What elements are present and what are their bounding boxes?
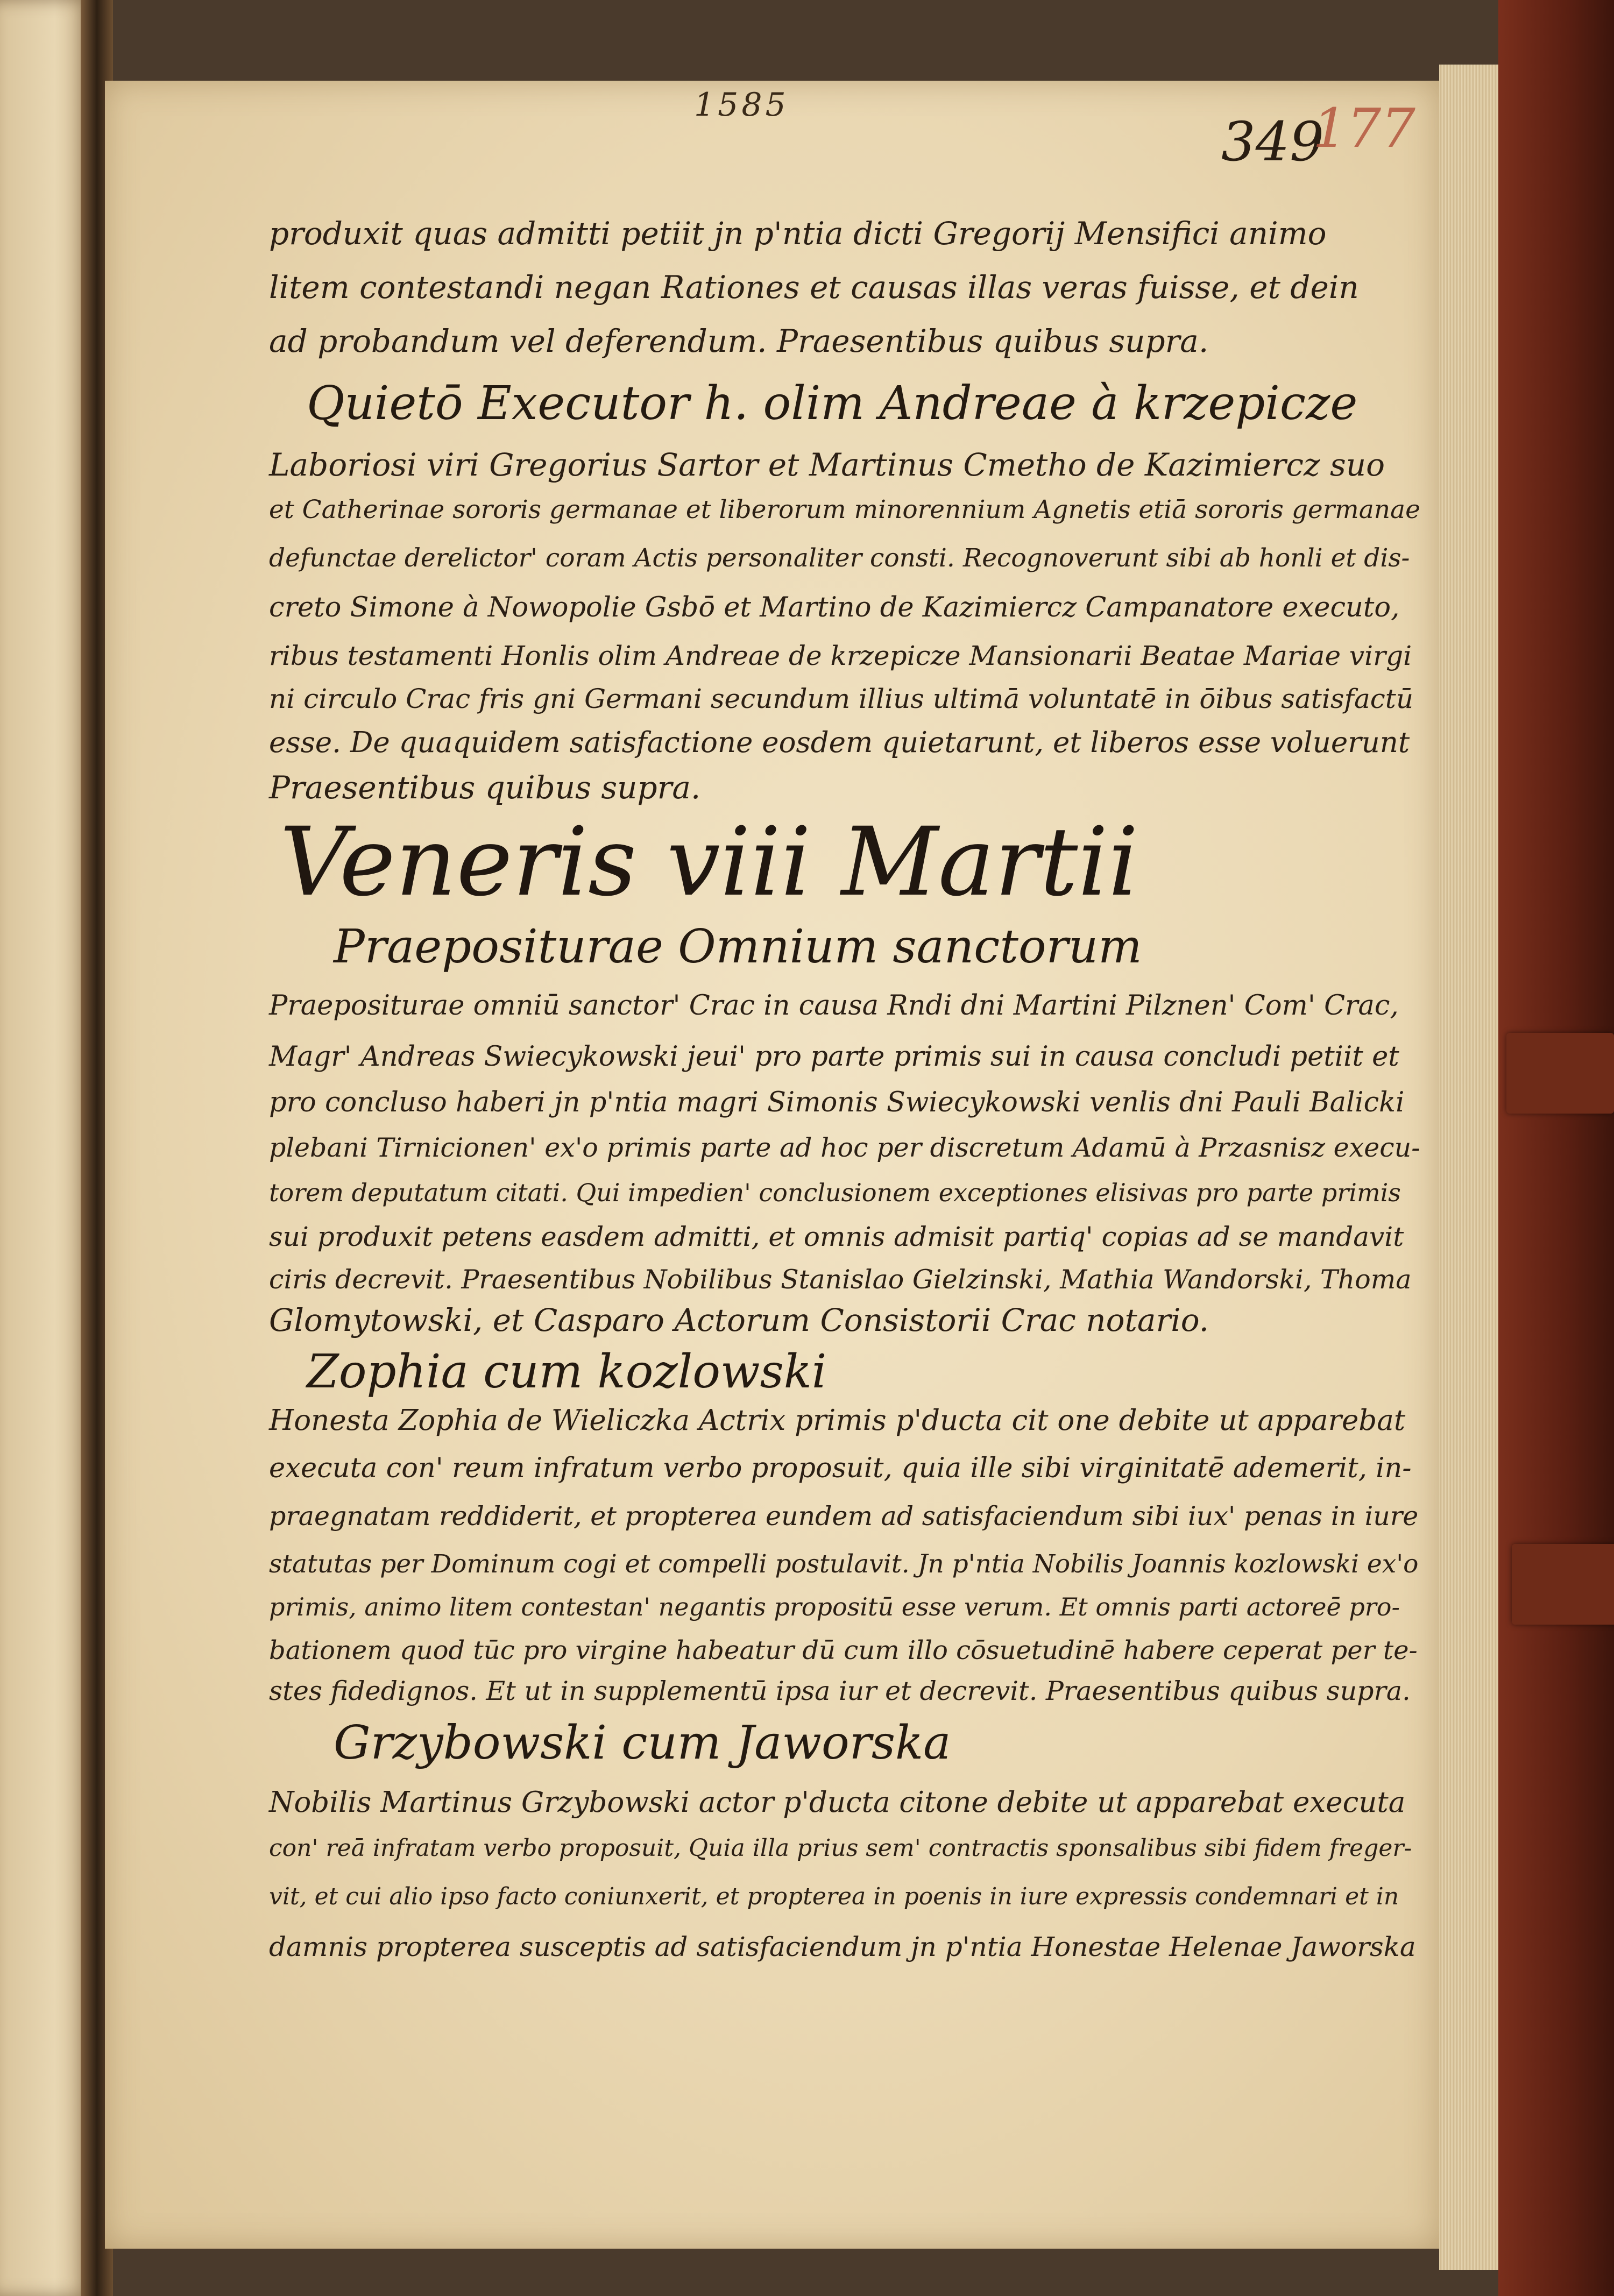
text-line: Magr' Andreas Swiecykowski jeui' pro parte primis sui in causa concludi petiit et [269, 1041, 1399, 1073]
section-heading: Zophia cum kozlowski [307, 1345, 827, 1399]
margin-note [0, 0, 1614, 9]
book-cover [1498, 0, 1614, 2296]
text-line: Glomytowski, et Casparo Actorum Consistorii Crac notario. [269, 1302, 1209, 1338]
text-line: Laboriosi viri Gregorius Sartor et Martinus Cmetho de Kazimiercz suo [269, 447, 1385, 483]
section-heading: Praepositurae Omnium sanctorum [334, 920, 1142, 974]
text-line: defunctae derelictor' coram Actis personaliter consti. Recognoverunt sibi ab honli et dis- [269, 543, 1410, 573]
text-line: ni circulo Crac fris gni Germani secundum illius ultimā voluntatē in ōibus satisfactū [269, 683, 1414, 714]
text-line: ad probandum vel deferendum. Praesentibus quibus supra. [269, 323, 1209, 359]
text-line: vit, et cui alio ipso facto coniunxerit, et propterea in poenis in iure expressis condemnari et in [269, 1883, 1399, 1910]
text-line: plebani Tirnicionen' ex'o primis parte ad hoc per discretum Adamū à Przasnisz execu- [269, 1132, 1420, 1163]
margin-note [0, 43, 1614, 52]
margin-note [0, 52, 1614, 60]
text-line: stes fidedignos. Et ut in supplementū ipsa iur et decrevit. Praesentibus quibus supra. [269, 1676, 1411, 1706]
text-line: Nobilis Martinus Grzybowski actor p'ducta citone debite ut apparebat executa [269, 1786, 1406, 1819]
section-heading: Grzybowski cum Jaworska [334, 1716, 951, 1770]
text-line: esse. De quaquidem satisfactione eosdem quietarunt, et liberos esse voluerunt [269, 726, 1410, 759]
margin-note [0, 9, 1614, 17]
margin-note [0, 26, 1614, 34]
margin-note [0, 34, 1614, 43]
text-line: litem contestandi negan Rationes et causas illas veras fuisse, et dein [269, 269, 1359, 306]
text-line: statutas per Dominum cogi et compelli postulavit. Jn p'ntia Nobilis Joannis kozlowski ex'o [269, 1549, 1419, 1579]
section-heading: Quietō Executor h. olim Andreae à krzepicze [307, 377, 1358, 430]
ribbon-tab-upper [1506, 1033, 1614, 1114]
facing-page-edge [0, 0, 91, 2296]
text-line: torem deputatum citati. Qui impedien' conclusionem exceptiones elisivas pro parte primis [269, 1178, 1401, 1207]
old-folio-number: 177 [1313, 97, 1415, 160]
text-line: Praesentibus quibus supra. [269, 769, 701, 806]
text-line: pro concluso haberi jn p'ntia magri Simonis Swiecykowski venlis dni Pauli Balicki [269, 1087, 1405, 1118]
margin-note [0, 60, 1614, 69]
margin-note [0, 69, 1614, 77]
folio-number: 349 [1221, 110, 1324, 173]
margin-note [0, 17, 1614, 26]
text-line: praegnatam reddiderit, et propterea eundem ad satisfaciendum sibi iux' penas in iure [269, 1501, 1419, 1532]
ribbon-tab-lower [1512, 1544, 1614, 1625]
page-block-edges [1439, 65, 1498, 2270]
text-line: executa con' reum infratum verbo proposuit, quia ille sibi virginitatē ademerit, in- [269, 1452, 1412, 1484]
text-line: bationem quod tūc pro virgine habeatur dū cum illo cōsuetudinē habere ceperat per te- [269, 1635, 1418, 1666]
text-line: ribus testamenti Honlis olim Andreae de krzepicze Mansionarii Beatae Mariae virgi [269, 640, 1412, 671]
text-line: sui produxit petens easdem admitti, et omnis admisit partiq' copias ad se mandavit [269, 1221, 1404, 1252]
text-line: produxit quas admitti petiit jn p'ntia dicti Gregorij Mensifici animo [269, 215, 1327, 252]
text-line: creto Simone à Nowopolie Gsbō et Martino de Kazimiercz Campanatore executo, [269, 592, 1400, 623]
text-line: primis, animo litem contestan' negantis propositū esse verum. Et omnis parti actoreē pro- [269, 1592, 1400, 1621]
text-line: Honesta Zophia de Wieliczka Actrix primis p'ducta cit one debite ut apparebat [269, 1404, 1406, 1437]
page-year: 1585 [694, 86, 789, 124]
date-heading: Veneris viii Martii [280, 807, 1139, 917]
text-line: et Catherinae sororis germanae et liberorum minorennium Agnetis etiā sororis germanae [269, 495, 1420, 525]
text-line: con' reā infratam verbo proposuit, Quia illa prius sem' contractis sponsalibus sibi fidem freger- [269, 1834, 1412, 1862]
text-line: damnis propterea susceptis ad satisfaciendum jn p'ntia Honestae Helenae Jaworska [269, 1931, 1416, 1962]
text-line: ciris decrevit. Praesentibus Nobilibus Stanislao Gielzinski, Mathia Wandorski, Thoma [269, 1264, 1412, 1295]
text-line: Praepositurae omniū sanctor' Crac in causa Rndi dni Martini Pilznen' Com' Crac, [269, 990, 1399, 1022]
